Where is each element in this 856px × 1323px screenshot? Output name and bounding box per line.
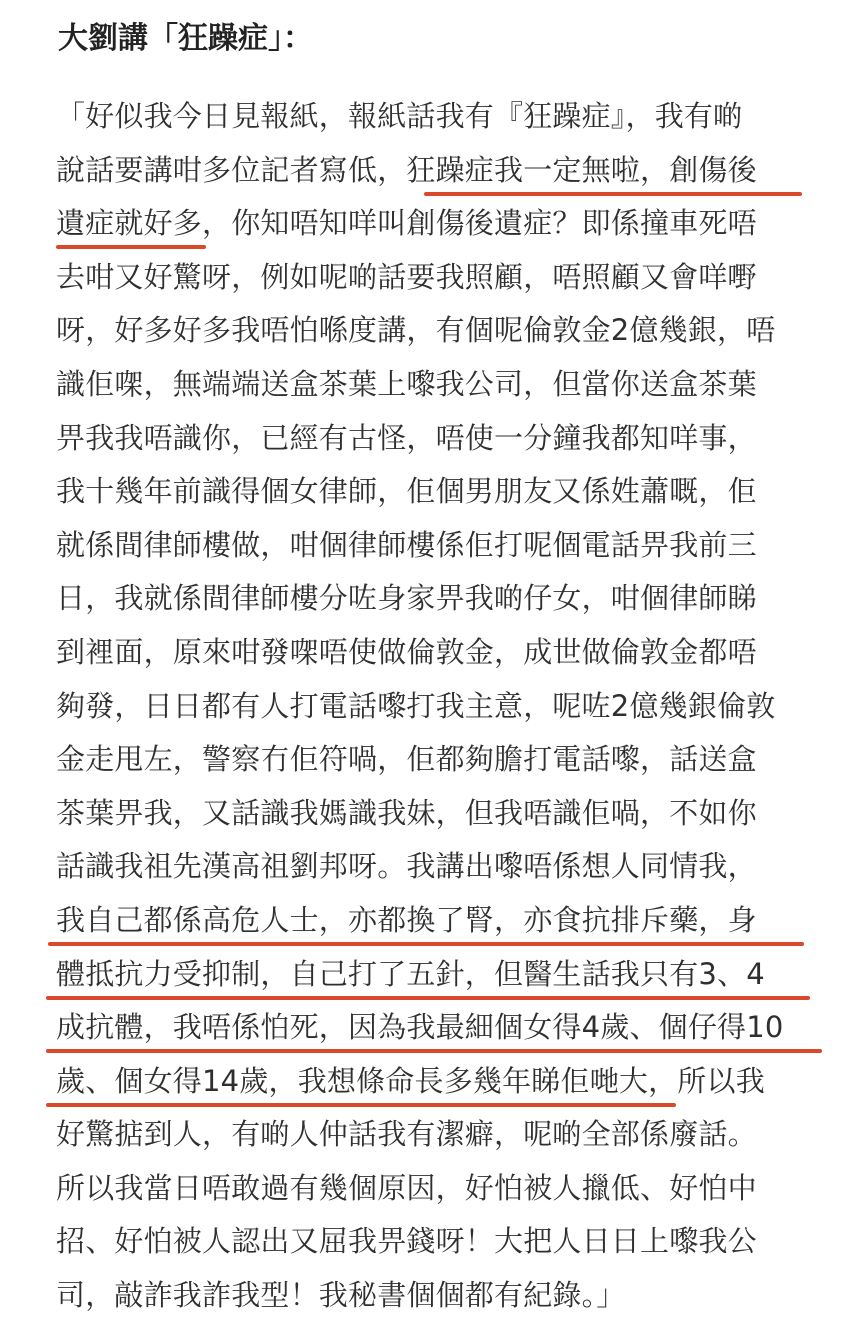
text-line-content: 去咁又好驚呀，例如呢啲話要我照顧，唔照顧又會咩嘢: [56, 259, 757, 294]
text-line: [56, 304, 846, 358]
article-body: [56, 90, 846, 1323]
text-line-content: 我自己都係高危人士，亦都換了腎，亦食抗排斥藥，身: [56, 902, 757, 937]
text-line-content: 遺症就好多，你知唔知咩叫創傷後遺症？即係撞車死唔: [56, 206, 757, 241]
highlight-underline: [46, 996, 810, 1000]
text-line: [56, 412, 846, 466]
highlight-underline: [424, 192, 802, 196]
text-line-content: 畀我我唔識你，已經有古怪，唔使一分鐘我都知咩事，: [56, 420, 757, 455]
highlight-underline: [56, 245, 206, 249]
text-line: [56, 1215, 846, 1269]
text-line: [56, 1001, 846, 1055]
text-line-content: 我十幾年前識得個女律師，佢個男朋友又係姓蕭嘅，佢: [56, 474, 757, 509]
article-heading: 大劉講「狂躁症」：: [58, 21, 313, 56]
text-line-content: 夠發，日日都有人打電話嚟打我主意，呢咗2億幾銀倫敦: [56, 688, 776, 723]
text-line: [56, 1108, 846, 1162]
text-line-content: 「好似我今日見報紙，報紙話我有『狂躁症』，我有啲: [56, 99, 743, 133]
text-line-content: 所以我當日唔敢過有幾個原因，好怕被人擸低、好怕中: [56, 1170, 757, 1205]
text-line: [56, 90, 846, 144]
text-line-content: 招、好怕被人認出又屈我畀錢呀！大把人日日上嚟我公: [56, 1224, 757, 1259]
text-line: [56, 733, 846, 787]
text-line: [56, 1269, 846, 1323]
text-line-content: 茶葉畀我，又話識我媽識我妹，但我唔識佢喎，不如你: [56, 795, 757, 830]
text-line: [56, 1162, 846, 1216]
text-line-content: 話識我祖先漢高祖劉邦呀。我講出嚟唔係想人同情我，: [56, 849, 757, 884]
text-line: [56, 626, 846, 680]
text-line-content: 日，我就係間律師樓分咗身家畀我啲仔女，咁個律師睇: [56, 581, 757, 616]
highlight-underline: [46, 1103, 676, 1107]
text-line: [56, 840, 846, 894]
text-line: [56, 948, 846, 1002]
text-line-content: 歲、個女得14歲，我想條命長多幾年睇佢哋大，所以我: [56, 1063, 765, 1098]
text-line-content: 體抵抗力受抑制，自己打了五針，但醫生話我只有3、4: [56, 956, 765, 991]
text-line-content: 司，敲詐我詐我型！我秘書個個都有紀錄。」: [56, 1278, 626, 1313]
highlight-underline: [46, 1049, 822, 1053]
text-line: [56, 1055, 846, 1109]
text-line: [56, 251, 846, 305]
text-line-content: 金走甩左，警察冇佢符喎，佢都夠膽打電話嚟，話送盒: [56, 742, 757, 777]
text-line: [56, 572, 846, 626]
text-line: [56, 358, 846, 412]
text-line: [56, 197, 846, 251]
text-line-content: 成抗體，我唔係怕死，因為我最細個女得4歲、個仔得10: [56, 1010, 784, 1045]
text-line-content: 識佢㗎，無端端送盒茶葉上嚟我公司，但當你送盒茶葉: [56, 366, 757, 401]
text-line-content: 說話要講咁多位記者寫低，狂躁症我一定無啦，創傷後: [56, 152, 757, 187]
text-line: [56, 519, 846, 573]
text-line: [56, 680, 846, 734]
text-line-content: 好驚掂到人，有啲人仲話我有潔癖，呢啲全部係廢話。: [56, 1117, 757, 1152]
text-line-content: 呀，好多好多我唔怕喺度講，有個呢倫敦金2億幾銀，唔: [56, 313, 776, 348]
text-line-content: 到裡面，原來咁發㗎唔使做倫敦金，成世做倫敦金都唔: [56, 634, 757, 669]
text-line: [56, 787, 846, 841]
text-line: [56, 144, 846, 198]
text-line-content: 就係間律師樓做，咁個律師樓係佢打呢個電話畀我前三: [56, 527, 757, 562]
text-line: [56, 465, 846, 519]
text-line: [56, 894, 846, 948]
highlight-underline: [48, 942, 804, 946]
